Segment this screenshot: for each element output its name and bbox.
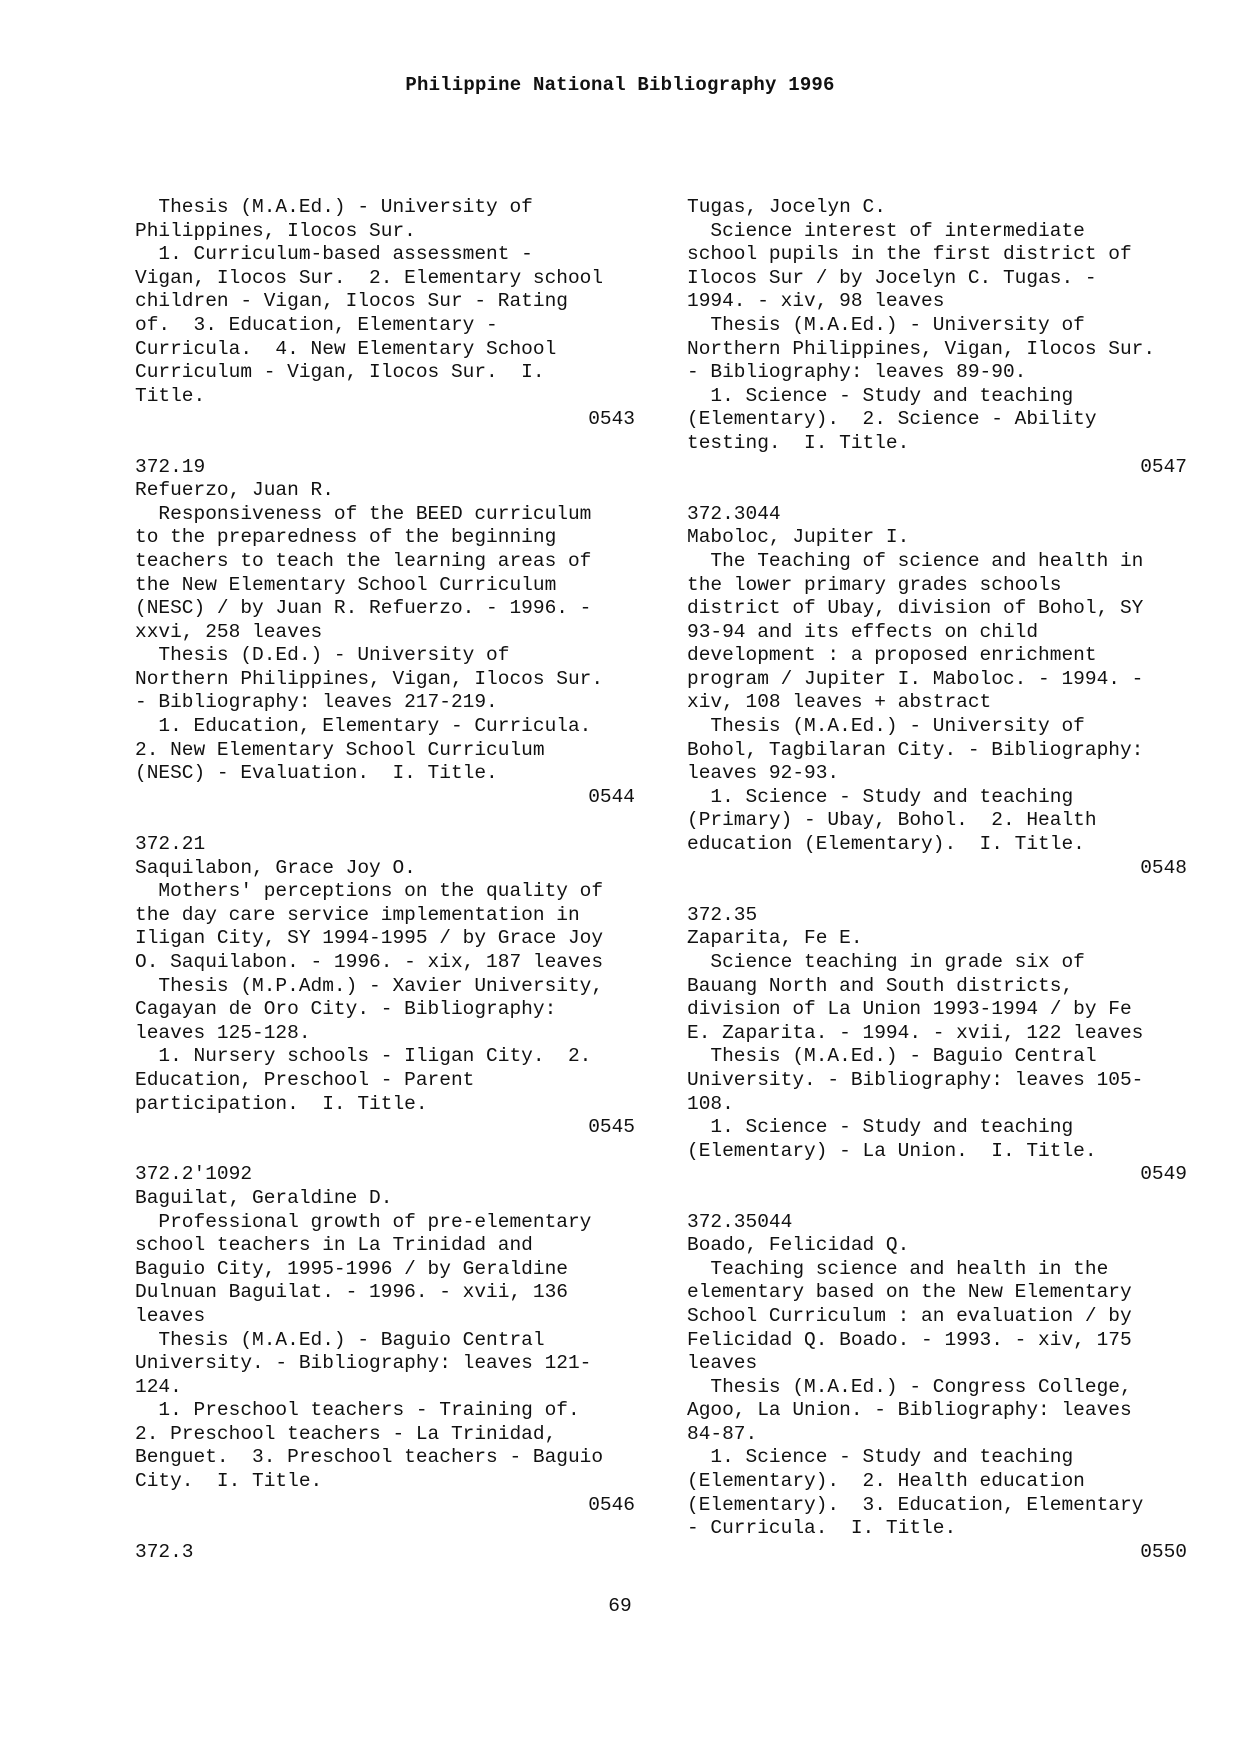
text-line: Tugas, Jocelyn C.: [687, 196, 886, 218]
text-line: 1. Science - Study and teaching: [687, 785, 1074, 808]
text-line: Baguilat, Geraldine D.: [135, 1186, 393, 1209]
page-number: 69: [608, 1595, 632, 1617]
entry-number: 0544: [588, 785, 635, 808]
text-line: (Elementary) - La Union. I. Title.: [687, 1139, 1097, 1162]
entry-number: 0550: [1140, 1540, 1187, 1563]
text-line: leaves: [687, 1352, 758, 1375]
entry-number: 0549: [1140, 1163, 1187, 1186]
text-line: Bauang North and South districts,: [687, 974, 1074, 997]
text-line: Thesis (M.A.Ed.) - Baguio Central: [135, 1328, 545, 1351]
text-line: - Bibliography: leaves 217-219.: [135, 691, 498, 714]
text-line: Thesis (M.A.Ed.) - Baguio Central: [687, 1045, 1097, 1068]
text-line: Mothers' perceptions on the quality of: [135, 880, 604, 903]
text-line: Professional growth of pre-elementary: [135, 1210, 592, 1233]
text-line: (Primary) - Ubay, Bohol. 2. Health: [687, 809, 1097, 832]
text-line: 1. Nursery schools - Iligan City. 2.: [135, 1045, 592, 1068]
text-line: (Elementary). 3. Education, Elementary: [687, 1493, 1144, 1516]
text-line: Vigan, Ilocos Sur. 2. Elementary school: [135, 266, 604, 289]
text-line: xiv, 108 leaves + abstract: [687, 691, 992, 714]
text-line: Maboloc, Jupiter I.: [687, 526, 910, 549]
entry-number: 0546: [588, 1493, 635, 1516]
text-line: City. I. Title.: [135, 1470, 323, 1493]
text-line: xxvi, 258 leaves: [135, 620, 323, 643]
text-line: (NESC) - Evaluation. I. Title.: [135, 762, 498, 785]
text-line: 2. Preschool teachers - La Trinidad,: [135, 1422, 557, 1445]
text-line: E. Zaparita. - 1994. - xvii, 122 leaves: [687, 1021, 1144, 1044]
text-line: school pupils in the first district of: [687, 243, 1132, 266]
text-line: to the preparedness of the beginning: [135, 526, 557, 549]
text-line: - Curricula. I. Title.: [687, 1517, 957, 1540]
text-line: of. 3. Education, Elementary -: [135, 313, 498, 336]
text-line: Northern Philippines, Vigan, Ilocos Sur.: [135, 667, 604, 690]
text-line: Thesis (M.A.Ed.) - University of: [687, 715, 1085, 738]
right-column: [687, 196, 1187, 1564]
text-line: 124.: [135, 1375, 182, 1398]
text-line: Thesis (M.A.Ed.) - University of: [135, 196, 533, 218]
text-line: (NESC) / by Juan R. Refuerzo. - 1996. -: [135, 597, 592, 620]
text-line: Dulnuan Baguilat. - 1996. - xvii, 136: [135, 1281, 568, 1304]
text-line: Thesis (D.Ed.) - University of: [135, 644, 510, 667]
text-line: children - Vigan, Ilocos Sur - Rating: [135, 290, 568, 313]
text-line: Agoo, La Union. - Bibliography: leaves: [687, 1399, 1132, 1422]
blank-line: [687, 479, 1187, 503]
text-line: Baguio City, 1995-1996 / by Geraldine: [135, 1257, 568, 1280]
text-line: Ilocos Sur / by Jocelyn C. Tugas. -: [687, 266, 1097, 289]
text-line: - Bibliography: leaves 89-90.: [687, 361, 1027, 384]
text-line: leaves 125-128.: [135, 1021, 311, 1044]
entry-number: 0547: [1140, 455, 1187, 478]
text-line: program / Jupiter I. Maboloc. - 1994. -: [687, 667, 1144, 690]
text-line: The Teaching of science and health in: [687, 549, 1144, 572]
left-column: [135, 196, 635, 1564]
text-line: testing. I. Title.: [687, 431, 910, 454]
text-line: 372.35: [687, 903, 758, 926]
text-line: the day care service implementation in: [135, 903, 580, 926]
text-line: 372.2'1092: [135, 1163, 253, 1186]
text-line: division of La Union 1993-1994 / by Fe: [687, 998, 1132, 1021]
text-line: Iligan City, SY 1994-1995 / by Grace Joy: [135, 927, 604, 950]
text-line: Thesis (M.P.Adm.) - Xavier University,: [135, 974, 604, 997]
text-line: 1. Curriculum-based assessment -: [135, 243, 533, 266]
text-line: 372.3: [135, 1540, 194, 1563]
text-line: School Curriculum : an evaluation / by: [687, 1304, 1132, 1327]
text-line: Felicidad Q. Boado. - 1993. - xiv, 175: [687, 1328, 1132, 1351]
page-header: Philippine National Bibliography 1996: [405, 74, 835, 96]
text-line: (Elementary). 2. Health education: [687, 1470, 1085, 1493]
text-line: 1. Science - Study and teaching: [687, 384, 1074, 407]
text-line: the New Elementary School Curriculum: [135, 573, 557, 596]
text-line: Cagayan de Oro City. - Bibliography:: [135, 998, 557, 1021]
text-line: Thesis (M.A.Ed.) - Congress College,: [687, 1375, 1132, 1398]
entry-number: 0545: [588, 1116, 635, 1139]
text-line: Northern Philippines, Vigan, Ilocos Sur.: [687, 337, 1156, 360]
text-line: 108.: [687, 1092, 734, 1115]
text-line: Philippines, Ilocos Sur.: [135, 219, 416, 242]
text-line: teachers to teach the learning areas of: [135, 549, 592, 572]
text-line: participation. I. Title.: [135, 1092, 428, 1115]
blank-line: [687, 1187, 1187, 1211]
text-line: 93-94 and its effects on child: [687, 620, 1039, 643]
entry-number: 0543: [588, 408, 635, 431]
text-line: (Elementary). 2. Science - Ability: [687, 408, 1097, 431]
blank-line: [135, 1517, 635, 1541]
text-line: 1. Science - Study and teaching: [687, 1116, 1074, 1139]
text-line: Curricula. 4. New Elementary School: [135, 337, 557, 360]
text-line: Science interest of intermediate: [687, 219, 1085, 242]
text-line: 84-87.: [687, 1422, 758, 1445]
text-line: 1. Education, Elementary - Curricula.: [135, 715, 592, 738]
text-line: education (Elementary). I. Title.: [687, 833, 1085, 856]
text-line: 372.3044: [687, 502, 781, 525]
text-line: development : a proposed enrichment: [687, 644, 1097, 667]
text-line: Teaching science and health in the: [687, 1257, 1109, 1280]
blank-line: [687, 880, 1187, 904]
text-line: Saquilabon, Grace Joy O.: [135, 856, 416, 879]
text-line: Thesis (M.A.Ed.) - University of: [687, 313, 1085, 336]
blank-line: [135, 432, 635, 456]
text-line: Refuerzo, Juan R.: [135, 479, 334, 502]
text-line: school teachers in La Trinidad and: [135, 1234, 533, 1257]
blank-line: [135, 809, 635, 833]
text-line: leaves: [135, 1304, 206, 1327]
text-line: 1994. - xiv, 98 leaves: [687, 290, 945, 313]
entry-number: 0548: [1140, 856, 1187, 879]
text-line: 372.21: [135, 833, 206, 856]
text-line: 372.19: [135, 455, 206, 478]
text-line: Title.: [135, 384, 206, 407]
text-line: Responsiveness of the BEED curriculum: [135, 502, 592, 525]
text-line: University. - Bibliography: leaves 105-: [687, 1068, 1144, 1091]
text-line: Zaparita, Fe E.: [687, 927, 863, 950]
text-line: elementary based on the New Elementary: [687, 1281, 1132, 1304]
text-line: Benguet. 3. Preschool teachers - Baguio: [135, 1446, 604, 1469]
text-line: 2. New Elementary School Curriculum: [135, 738, 545, 761]
text-line: University. - Bibliography: leaves 121-: [135, 1352, 592, 1375]
text-line: leaves 92-93.: [687, 762, 840, 785]
text-line: Boado, Felicidad Q.: [687, 1234, 910, 1257]
text-line: Curriculum - Vigan, Ilocos Sur. I.: [135, 361, 545, 384]
text-line: Education, Preschool - Parent: [135, 1068, 475, 1091]
text-line: Bohol, Tagbilaran City. - Bibliography:: [687, 738, 1144, 761]
text-line: 372.35044: [687, 1210, 793, 1233]
text-line: district of Ubay, division of Bohol, SY: [687, 597, 1144, 620]
text-line: O. Saquilabon. - 1996. - xix, 187 leaves: [135, 951, 604, 973]
text-line: 1. Science - Study and teaching: [687, 1446, 1074, 1469]
text-line: the lower primary grades schools: [687, 573, 1062, 596]
blank-line: [135, 1140, 635, 1164]
text-line: Science teaching in grade six of: [687, 951, 1085, 973]
text-line: 1. Preschool teachers - Training of.: [135, 1399, 580, 1422]
